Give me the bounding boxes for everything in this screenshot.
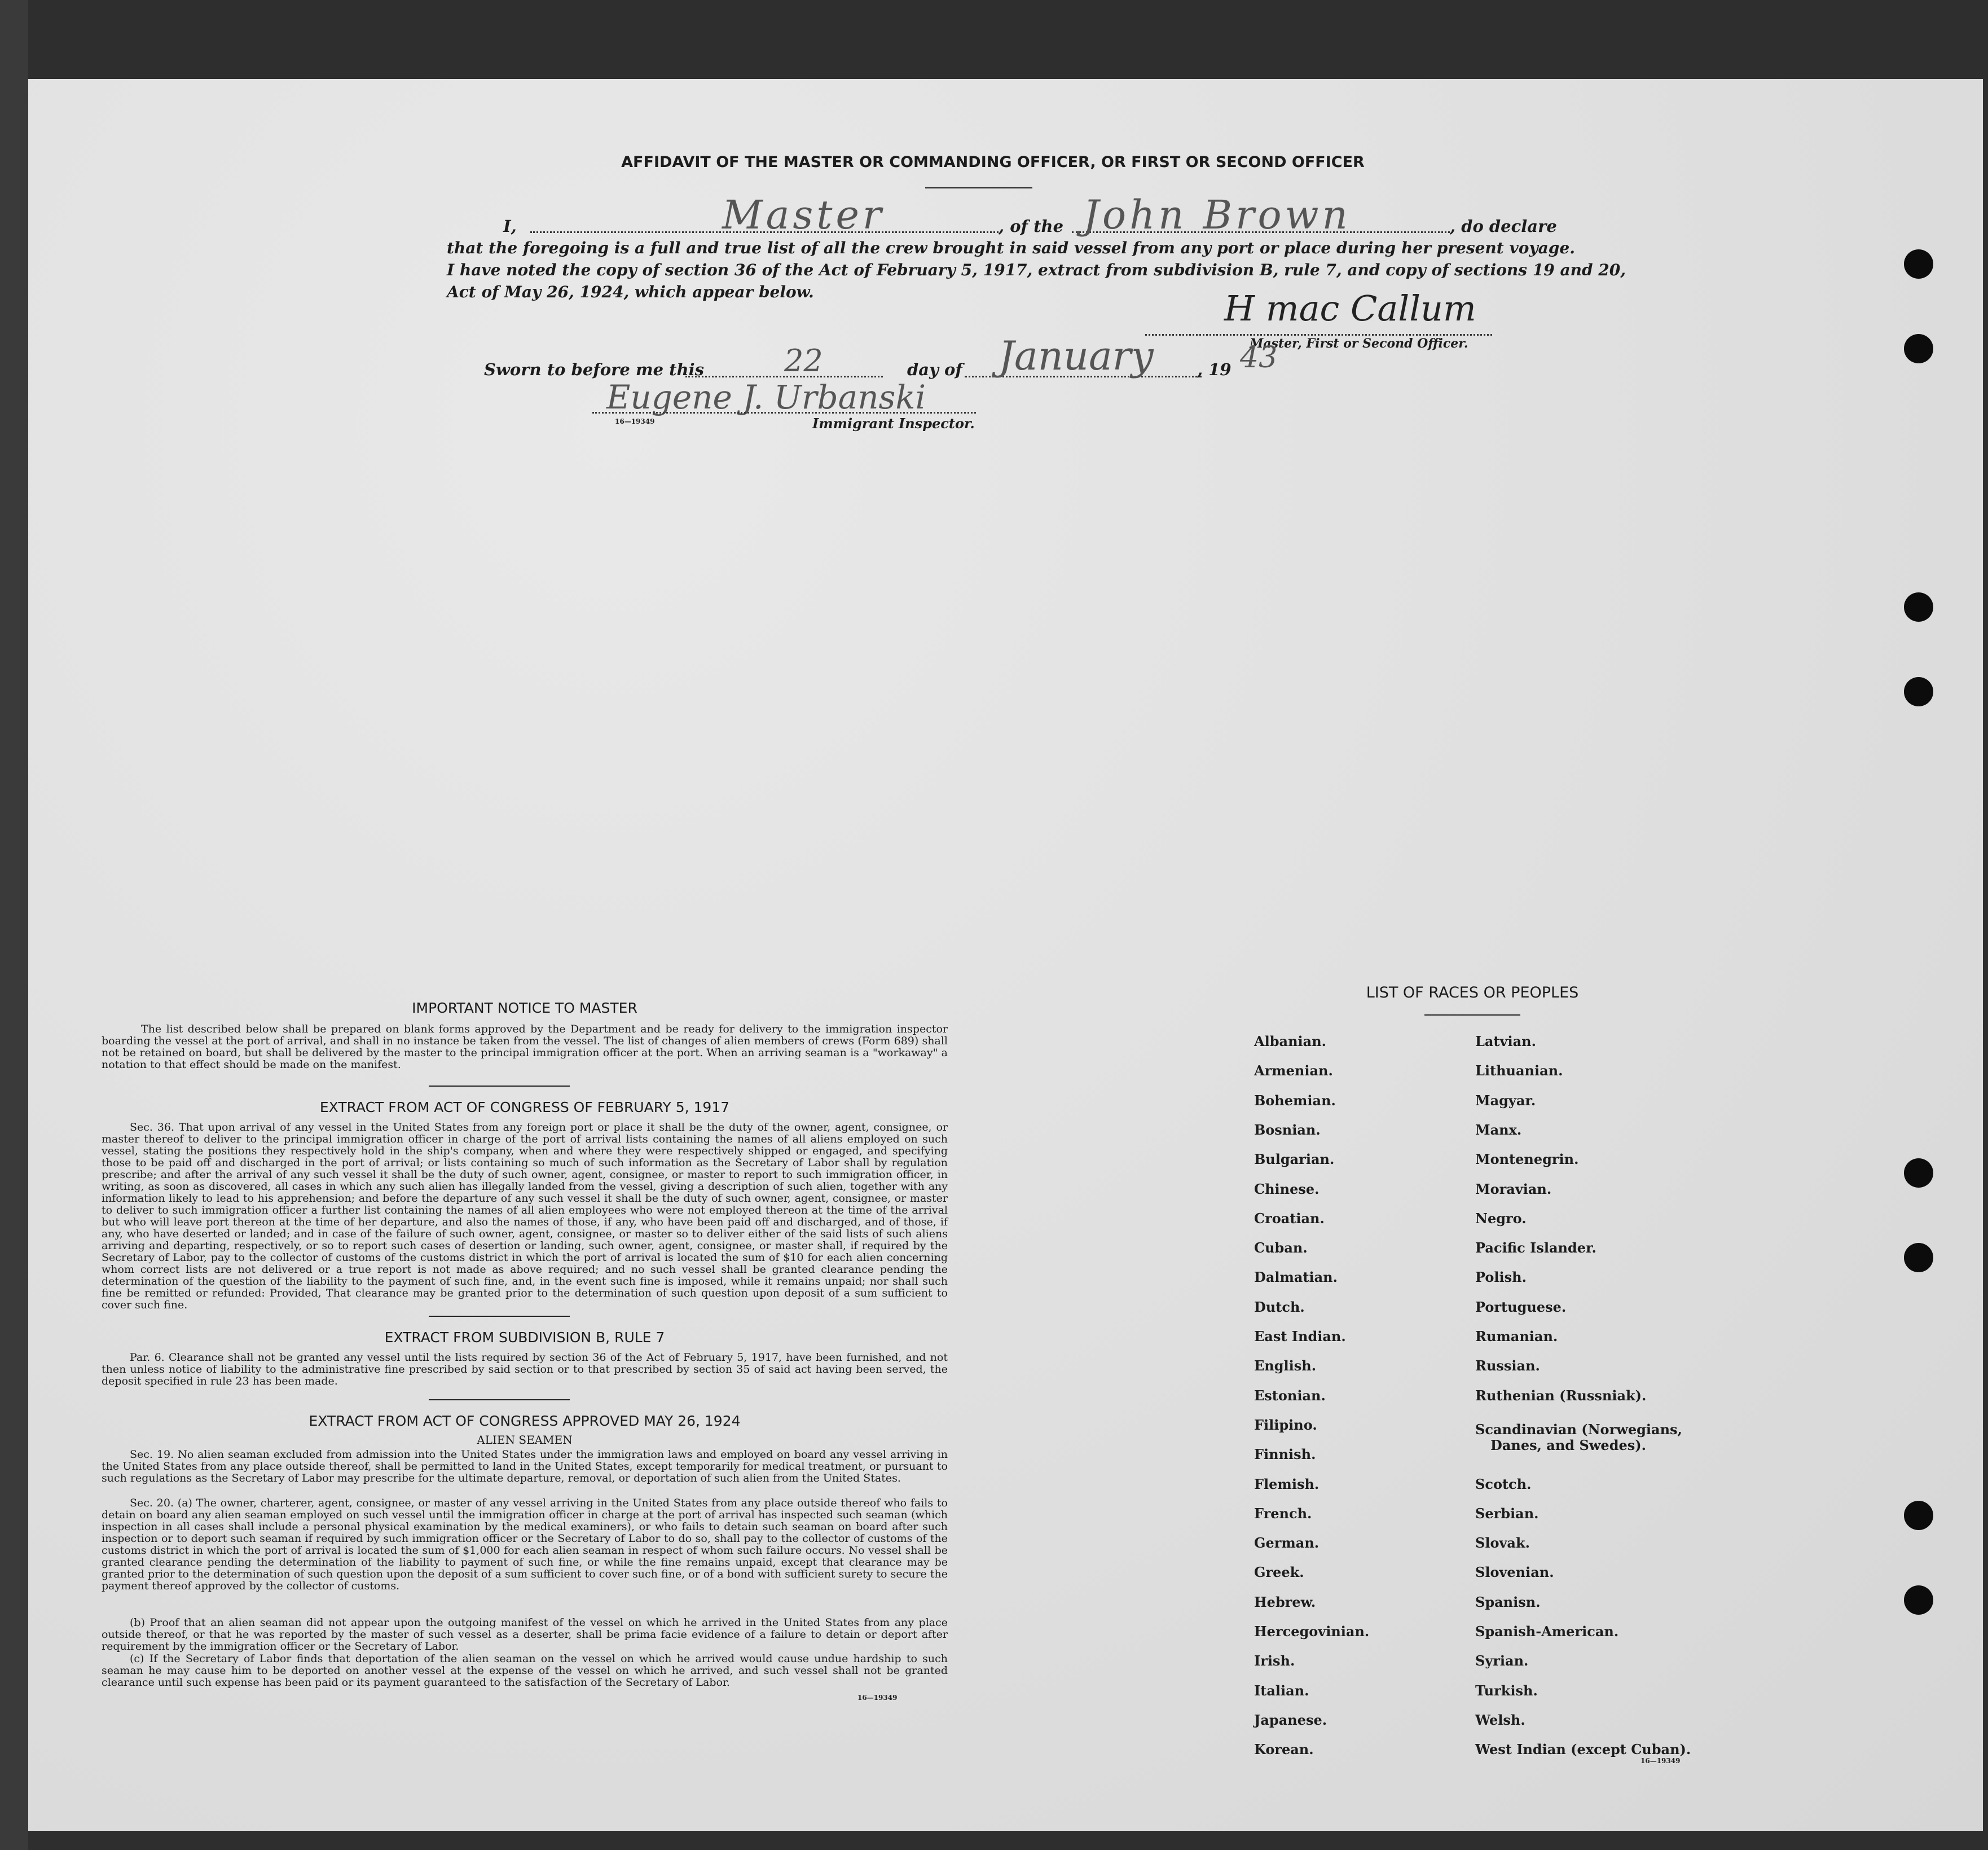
race-item: Lithuanian. [1475, 1062, 1563, 1079]
race-item: Danes, and Swedes). [1490, 1437, 1646, 1453]
affidavit-line2: that the foregoing is a full and true list of all the crew brought in said vessel from any port or place during her present voyage. [447, 239, 1575, 257]
divider [429, 1399, 570, 1400]
extract-1924-title: EXTRACT FROM ACT OF CONGRESS APPROVED MAY 26, 1924 [309, 1413, 741, 1429]
rule-7-title: EXTRACT FROM SUBDIVISION B, RULE 7 [384, 1329, 665, 1346]
race-item: Welsh. [1475, 1712, 1525, 1728]
sec-20a-text: Sec. 20. (a) The owner, charterer, agent, consignee, or master of any vessel arriving in the United States from any place outside thereof who fails to detain on board any alien seaman employed on such vessel until the immigration officer in charge at the port of arrival has inspected such seaman (which inspection in all cases shall include a personal physical examination by the medical examiners), or who fails to detain such seaman on board after such inspection or to deport such seaman if required by such immigration officer or the Secretary of Labor to do so, shall pay to the collector of customs of the customs district in which the port of arrival is located the sum of $1,000 for each alien seaman in respect of whom such failure occurs. No vessel shall be granted clearance pending the determination of the liability to payment of such fine, or while the fine remains unpaid, except that clearance may be granted prior to the determination of such question upon the deposit of a sum sufficient to cover such fine, or of a bond with sufficient surety to secure the payment thereof approved by the collector of customs. [102, 1497, 948, 1592]
race-item: Greek. [1254, 1564, 1304, 1580]
race-item: Polish. [1475, 1269, 1527, 1285]
rule-7-body: Par. 6. Clearance shall not be granted any vessel until the lists required by section 36 of the Act of February 5, 1917, have been furnished, and not then unless notice of liability to the administrative fine prescribed by said section or to that prescribed by section 35 of said act having been served, the deposit specified in rule 23 has been made. [102, 1351, 948, 1387]
race-item: Pacific Islander. [1475, 1240, 1596, 1256]
race-item: Spanish-American. [1475, 1623, 1619, 1640]
sec-20b-text: (b) Proof that an alien seaman did not appear upon the outgoing manifest of the vessel on which he arrived in the United States from any place outside thereof, or that he was reported by the master of such vessel as a deserter, shall be prima facie evidence of a failure to detain or deport after requirement by the immigration officer or the Secretary of Labor. [102, 1616, 948, 1653]
extract-form-number: 16—19349 [857, 1694, 898, 1702]
race-item: Finnish. [1254, 1446, 1316, 1462]
race-item: Croatian. [1254, 1210, 1325, 1227]
race-item: Scandinavian (Norwegians, [1475, 1421, 1682, 1438]
race-item: Negro. [1475, 1210, 1527, 1227]
races-title: LIST OF RACES OR PEOPLES [1366, 984, 1579, 1001]
do-declare-label: , do declare [1450, 217, 1557, 236]
extract-1917-title: EXTRACT FROM ACT OF CONGRESS OF FEBRUARY 5, 1917 [319, 1099, 730, 1115]
officer-handwritten: Master [722, 192, 885, 238]
race-item: Montenegrin. [1475, 1151, 1579, 1167]
divider [429, 1086, 570, 1087]
form-sheet [28, 79, 1983, 1831]
master-signature: H mac Callum [1224, 288, 1476, 329]
race-item: Manx. [1475, 1122, 1522, 1138]
race-item: Dalmatian. [1254, 1269, 1338, 1285]
race-item: Armenian. [1254, 1062, 1333, 1079]
race-item: Japanese. [1254, 1712, 1327, 1728]
punch-hole [1904, 1158, 1933, 1188]
sworn-day-handwritten: 22 [784, 343, 823, 379]
affidavit-line4: Act of May 26, 1924, which appear below. [447, 283, 814, 301]
affidavit-line3: I have noted the copy of section 36 of the Act of February 5, 1917, extract from subdivision B, rule 7, and copy of sections 19 and 20, [447, 261, 1626, 279]
race-item: Hercegovinian. [1254, 1623, 1370, 1640]
scanner-border [0, 0, 28, 1850]
race-item: Irish. [1254, 1653, 1295, 1669]
notice-title: IMPORTANT NOTICE TO MASTER [412, 1000, 637, 1016]
race-item: Russian. [1475, 1357, 1540, 1374]
title-divider [925, 187, 1032, 188]
race-item: Scotch. [1475, 1476, 1532, 1492]
race-item: Slovak. [1475, 1535, 1530, 1551]
race-item: Chinese. [1254, 1181, 1320, 1197]
race-item: Ruthenian (Russniak). [1475, 1387, 1647, 1404]
inspector-caption: Immigrant Inspector. [812, 415, 975, 432]
race-item: Korean. [1254, 1741, 1314, 1757]
race-item: Bulgarian. [1254, 1151, 1335, 1167]
sworn-month-handwritten: January [999, 333, 1154, 379]
notice-body: The list described below shall be prepared on blank forms approved by the Department and be ready for delivery to the immigration inspector boarding the vessel at the port of arrival, and shall in no instance be taken from the vessel. The list of changes of alien members of crews (Form 689) shall not be retained on board, but shall be delivered by the master to the principal immigration officer at the port. When an arriving seaman is a "workaway" a notation to that effect should be made on the manifest. [102, 1023, 948, 1071]
race-item: Cuban. [1254, 1240, 1308, 1256]
race-item: Filipino. [1254, 1417, 1317, 1433]
race-item: Serbian. [1475, 1505, 1539, 1522]
vessel-handwritten: John Brown [1083, 192, 1351, 238]
race-item: Latvian. [1475, 1033, 1536, 1049]
punch-hole [1904, 592, 1933, 622]
race-item: Portuguese. [1475, 1299, 1567, 1315]
punch-hole [1904, 1585, 1933, 1615]
punch-hole [1904, 334, 1933, 363]
punch-hole [1904, 1501, 1933, 1530]
race-item: Italian. [1254, 1682, 1309, 1699]
extract-1917-body: Sec. 36. That upon arrival of any vessel in the United States from any foreign port or place it shall be the duty of the owner, agent, consignee, or master thereof to deliver to the principal immigration officer in charge of the port of arrival lists containing the names of all aliens employed on such vessel, stating the positions they respectively hold in the ship's company, when and where they were respectively shipped or engaged, and specifying those to be paid off and discharged in the port of arrival; or lists containing so much of such information as the Secretary of Labor shall by regulation prescribe; and after the arrival of any such vessel it shall be the duty of such owner, agent, consignee, or master to report to such immigration officer, in writing, as soon as discovered, all cases in which any such alien has illegally landed from the vessel, giving a description of such alien, together with any information likely to lead to his apprehension; and before the departure of any such vessel it shall be the duty of such owner, agent, consignee, or master to deliver to such immigration officer a further list containing the names of all alien employees who were not employed thereon at the time of the arrival but who will leave port thereon at the time of her departure, and also the names of those, if any, who have been paid off and discharged, and of those, if any, who have deserted or landed; and in case of the failure of such owner, agent, consignee, or master so to deliver either of the said lists of such aliens arriving and departing, respectively, or so to report such cases of desertion or landing, such owner, agent, consignee, or master shall, if required by the Secretary of Labor, pay to the collector of customs of the customs district in which the port of arrival is located the sum of $10 for each alien concerning whom correct lists are not delivered or a true report is not made as above required; and no such vessel shall be granted clearance pending the determination of the question of the liability to the payment of such fine, and, in the event such fine is imposed, while it remains unpaid; nor shall such fine be remitted or refunded: Provided, That clearance may be granted prior to the determination of such question upon deposit of a sum sufficient to cover such fine. [102, 1121, 948, 1311]
punch-hole [1904, 677, 1933, 706]
race-item: Turkish. [1475, 1682, 1538, 1699]
race-item: Rumanian. [1475, 1328, 1558, 1344]
race-item: Dutch. [1254, 1299, 1305, 1315]
race-item: Moravian. [1475, 1181, 1552, 1197]
of-the-label: , of the [999, 217, 1064, 236]
inspector-line [592, 412, 976, 414]
sworn-label: Sworn to before me this [484, 360, 704, 379]
race-item: Estonian. [1254, 1387, 1326, 1404]
divider [429, 1316, 570, 1317]
race-item: Bohemian. [1254, 1092, 1336, 1109]
race-item: German. [1254, 1535, 1320, 1551]
race-item: Albanian. [1254, 1033, 1326, 1049]
race-item: Hebrew. [1254, 1594, 1316, 1610]
alien-seamen-subtitle: ALIEN SEAMEN [477, 1433, 573, 1447]
affidavit-i-label: I, [503, 217, 517, 236]
affidavit-title: AFFIDAVIT OF THE MASTER OR COMMANDING OFFICER, OR FIRST OR SECOND OFFICER [621, 153, 1365, 171]
day-of-label: day of [907, 360, 962, 379]
race-item: Bosnian. [1254, 1122, 1321, 1138]
sec-20c-text: (c) If the Secretary of Labor finds that deportation of the alien seaman on the vessel on which he arrived would cause undue hardship to such seaman he may cause him to be deported on another vessel at the expense of the vessel on which he arrived, and such vessel shall not be granted clearance until such expense has been paid or its payment guaranteed to the satisfaction of the Secretary of Labor. [102, 1653, 948, 1689]
races-divider [1424, 1014, 1520, 1016]
race-item: Magyar. [1475, 1092, 1536, 1109]
race-item: West Indian (except Cuban). [1475, 1741, 1691, 1757]
signature-caption: Master, First or Second Officer. [1250, 336, 1468, 351]
affidavit-form-number: 16—19349 [615, 418, 655, 425]
race-item: French. [1254, 1505, 1312, 1522]
year-prefix-label: , 19 [1197, 360, 1231, 379]
sec-19-text: Sec. 19. No alien seaman excluded from admission into the United States under the immigration laws and employed on board any vessel arriving in the United States from any place outside thereof, shall be permitted to land in the United States, except temporarily for medical treatment, or pursuant to such regulations as the Secretary of Labor may prescribe for the ultimate departure, removal, or deportation of such alien from the United States. [102, 1448, 948, 1484]
punch-hole [1904, 1243, 1933, 1272]
race-item: English. [1254, 1357, 1317, 1374]
race-item: Spanisn. [1475, 1594, 1541, 1610]
race-item: Syrian. [1475, 1653, 1529, 1669]
signature-line [1145, 334, 1492, 336]
inspector-signature: Eugene J. Urbanski [606, 378, 926, 416]
race-item: East Indian. [1254, 1328, 1346, 1344]
race-item: Flemish. [1254, 1476, 1320, 1492]
races-form-number: 16—19349 [1640, 1757, 1681, 1765]
year-handwritten: 43 [1240, 341, 1278, 375]
punch-hole [1904, 249, 1933, 279]
race-item: Slovenian. [1475, 1564, 1554, 1580]
